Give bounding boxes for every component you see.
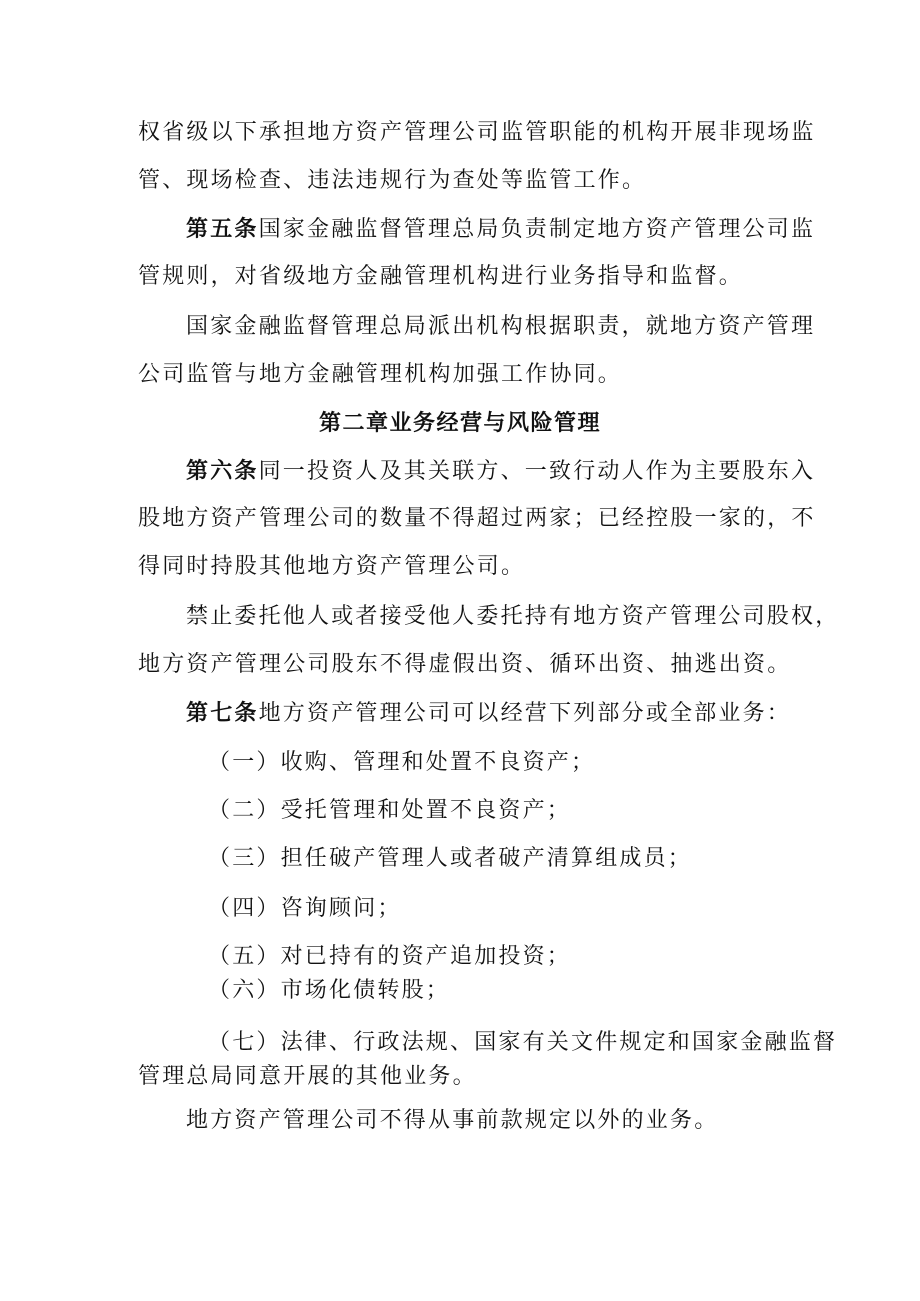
list-item: （七）法律、行政法规、国家有关文件规定和国家金融监督	[208, 1030, 838, 1055]
list-item: （二）受托管理和处置不良资产；	[208, 798, 572, 823]
paragraph-line: 禁止委托他人或者接受他人委托持有地方资产管理公司股权，	[186, 604, 840, 629]
article-5-text: 国家金融监督管理总局负责制定地方资产管理公司监	[258, 217, 816, 242]
paragraph-line: 公司监管与地方金融管理机构加强工作协同。	[138, 362, 623, 387]
paragraph-line: 地方资产管理公司不得从事前款规定以外的业务。	[186, 1108, 719, 1133]
article-7-text: 地方资产管理公司可以经营下列部分或全部业务：	[258, 701, 792, 726]
article-6-label: 第六条	[186, 458, 259, 484]
article-5-label: 第五条	[186, 216, 259, 242]
article-7-label: 第七条	[186, 700, 259, 726]
article-6-line	[186, 456, 846, 486]
paragraph-line: 权省级以下承担地方资产管理公司监管职能的机构开展非现场监	[138, 120, 816, 145]
paragraph-line: 管理总局同意开展的其他业务。	[138, 1064, 477, 1089]
chapter-heading: 第二章业务经营与风险管理	[318, 410, 601, 436]
list-item: （四）咨询顾问；	[208, 896, 402, 921]
article-5-line	[186, 214, 846, 244]
paragraph-line: 得同时持股其他地方资产管理公司。	[138, 554, 526, 579]
article-6-text: 同一投资人及其关联方、一致行动人作为主要股东入	[258, 459, 816, 484]
paragraph-line: 地方资产管理公司股东不得虚假出资、循环出资、抽逃出资。	[138, 652, 792, 677]
paragraph-line: 国家金融监督管理总局派出机构根据职责，就地方资产管理	[186, 314, 816, 339]
article-7-line	[186, 698, 846, 728]
list-item: （五）对已持有的资产追加投资；	[208, 944, 572, 969]
paragraph-line: 股地方资产管理公司的数量不得超过两家；已经控股一家的，不	[138, 506, 816, 531]
list-item: （六）市场化债转股；	[208, 978, 451, 1003]
list-item: （一）收购、管理和处置不良资产；	[208, 750, 596, 775]
paragraph-line: 管规则，对省级地方金融管理机构进行业务指导和监督。	[138, 264, 744, 289]
list-item: （三）担任破产管理人或者破产清算组成员；	[208, 846, 693, 871]
paragraph-line: 管、现场检查、违法违规行为查处等监管工作。	[138, 168, 647, 193]
